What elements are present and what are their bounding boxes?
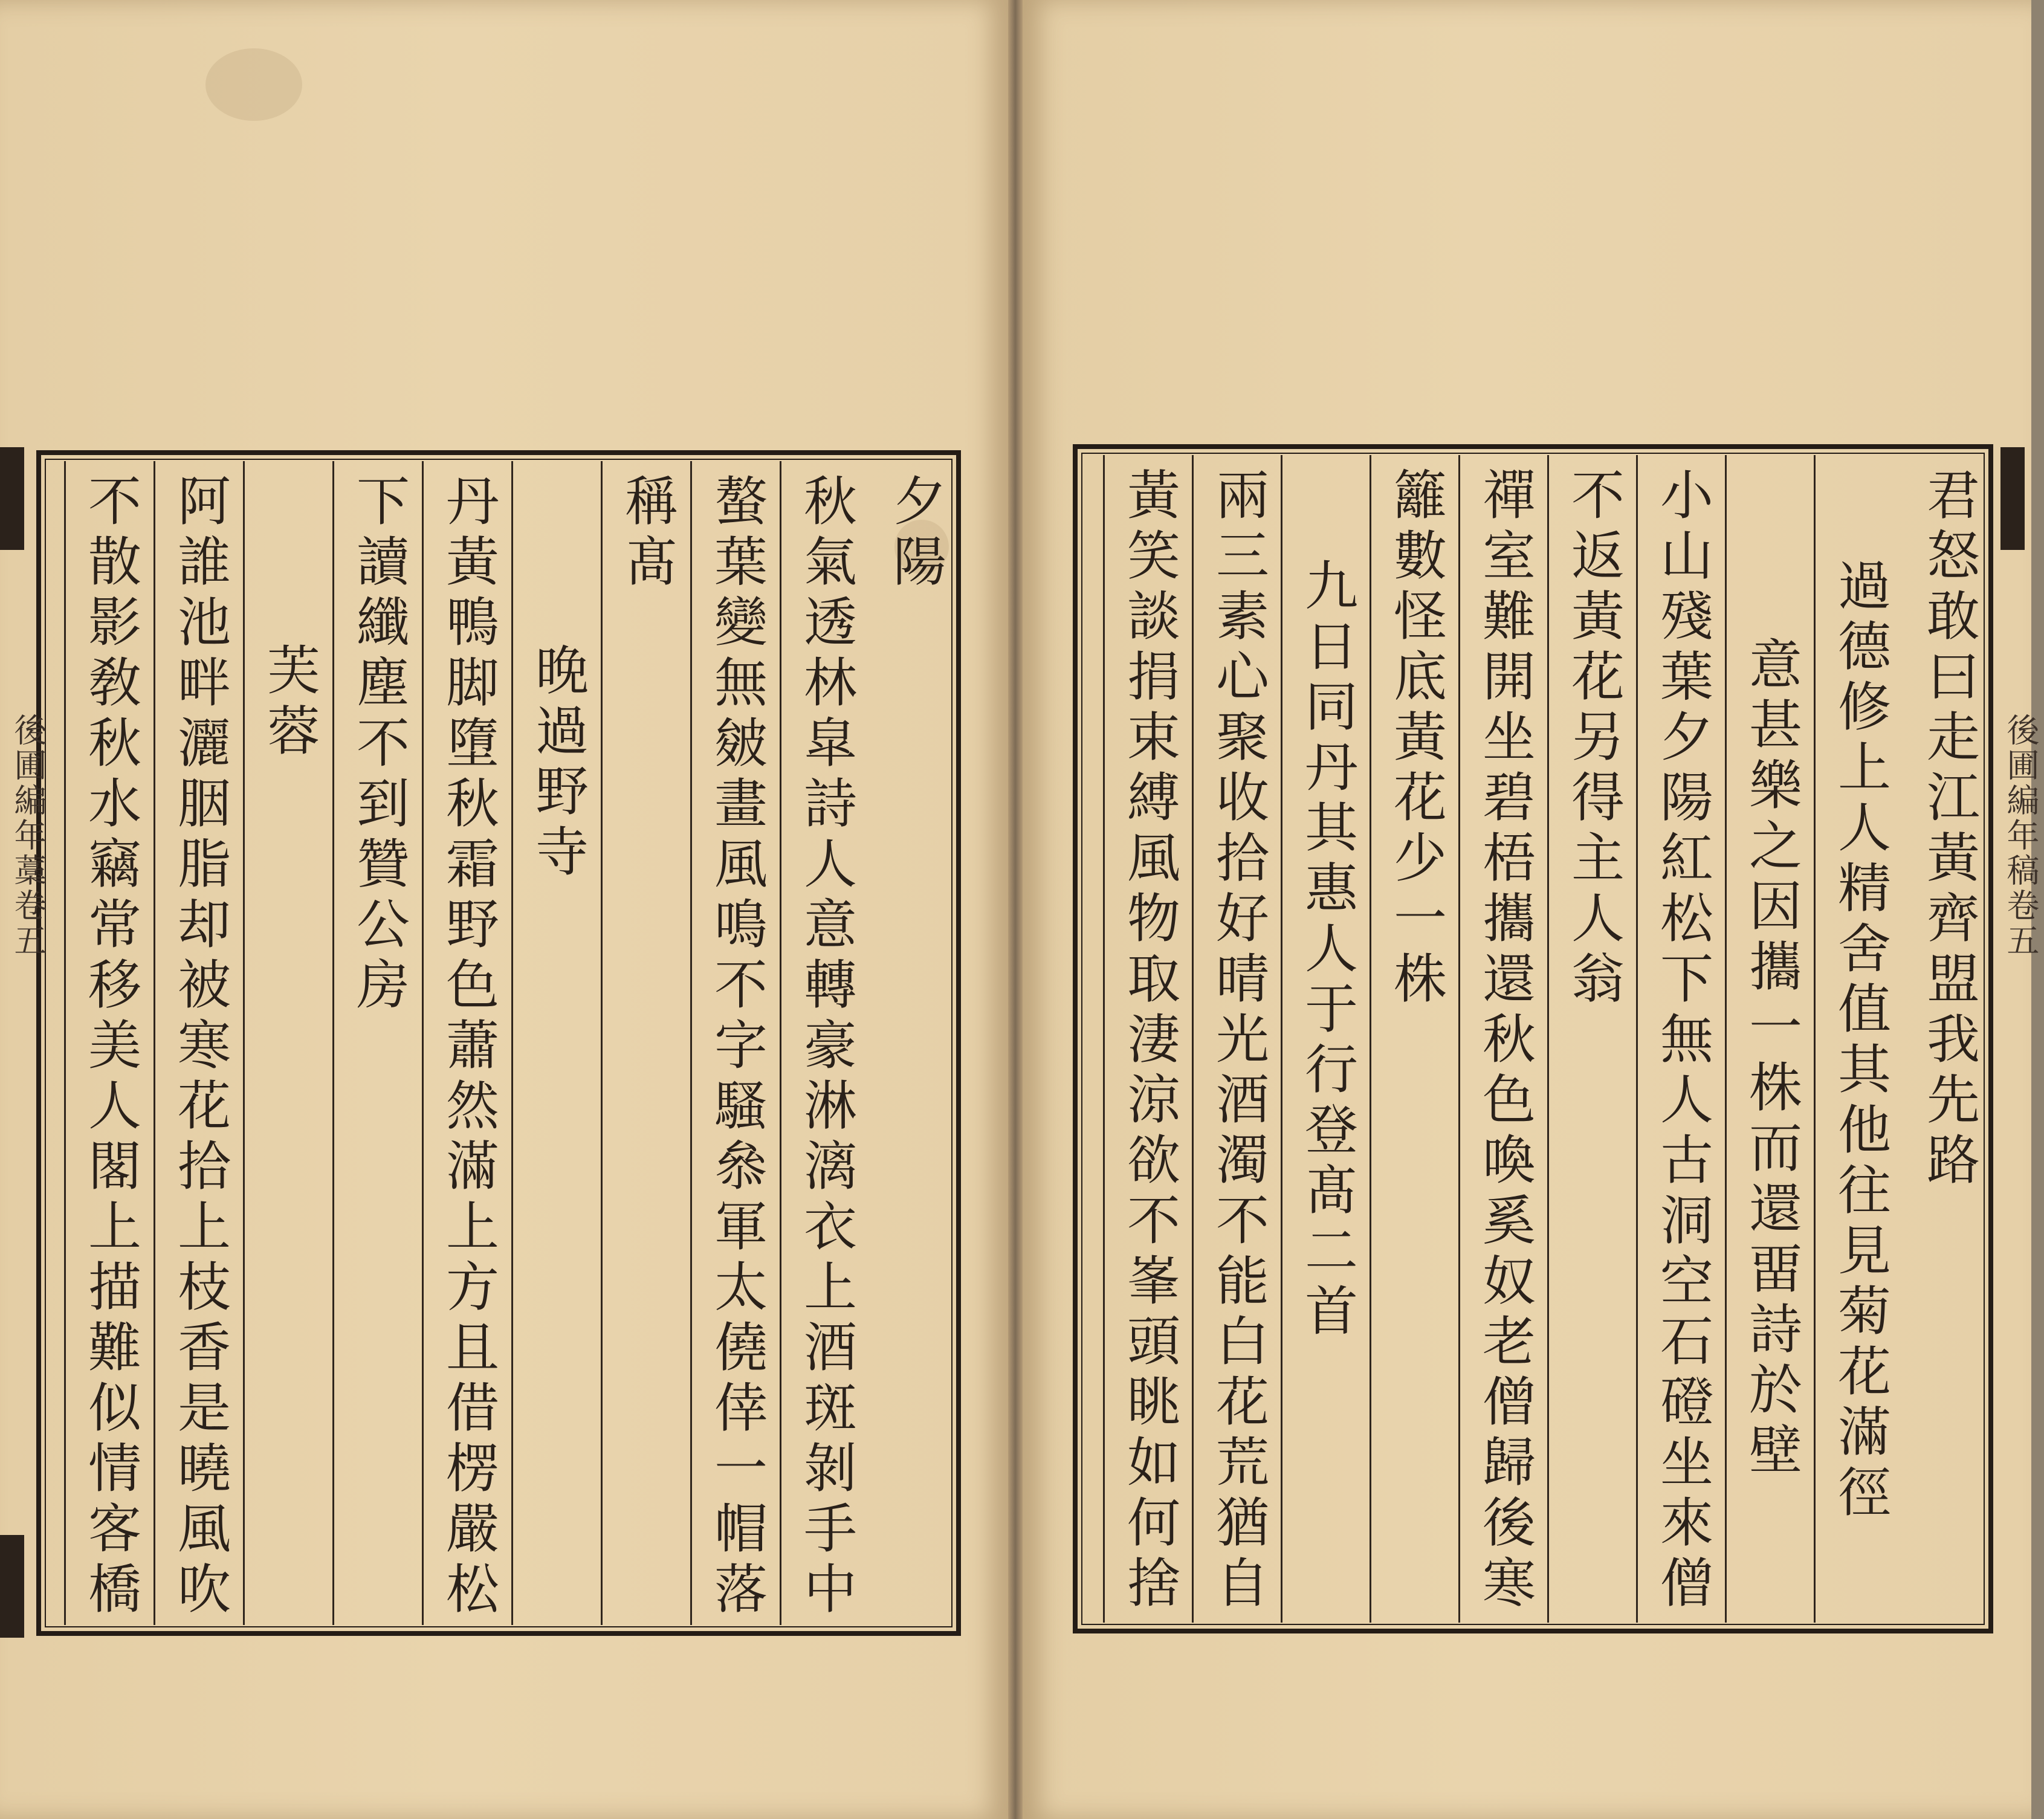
poem-title: 晚過野寺 (511, 461, 602, 1625)
text-column: 稱髙 (601, 461, 691, 1625)
text-column: 阿誰池畔灑胭脂却被寒花拾上枝香是曉風吹 (154, 461, 244, 1625)
fishtail-mark (2000, 447, 2025, 550)
left-text-frame (36, 450, 961, 1636)
text-column: 下讀纖塵不到贊公房 (332, 461, 423, 1625)
text-column: 丹黃鴨脚墮秋霜野色蕭然滿上方且借楞嚴松 (422, 461, 513, 1625)
text-column: 秋氣透林皐詩人意轉豪淋漓衣上酒斑剝手中 (780, 461, 870, 1625)
margin-book-title: 後圃編年稿卷五 (2002, 713, 2040, 958)
text-column: 籬數怪底黃花少一株 (1370, 455, 1460, 1623)
text-column: 君怒敢曰走江黃齊盟我先路 (1918, 467, 1981, 1192)
text-column: 禪室難開坐碧梧攜還秋色喚奚奴老僧歸後寒 (1458, 455, 1549, 1623)
text-column: 黃笑談捐束縛風物取淒涼欲不峯頭眺如何捨 (1103, 455, 1194, 1623)
text-column: 螯葉變無皴畫風鳴不字騷叅軍太僥倖一帽落 (690, 461, 781, 1625)
fishtail-mark (0, 447, 24, 550)
fishtail-mark (0, 1535, 24, 1638)
poem-title: 芙蓉 (243, 461, 334, 1625)
text-column: 不返黃花另得主人翁 (1547, 455, 1638, 1623)
paper-stain (205, 48, 302, 121)
text-column: 小山殘葉夕陽紅松下無人古洞空石磴坐來僧 (1636, 455, 1727, 1623)
text-column: 夕陽 (885, 473, 947, 594)
text-column: 兩三素心聚收拾好晴光酒濁不能白花荒猶自 (1192, 455, 1282, 1623)
poem-title: 意甚樂之因攜一株而還畱詩於壁 (1725, 455, 1816, 1623)
book-gutter (1008, 0, 1023, 1819)
margin-book-title: 後圃編年藁卷五 (9, 713, 47, 958)
poem-title: 九日同丹其惠人于行登髙二首 (1281, 455, 1371, 1623)
right-text-frame (1073, 444, 1993, 1633)
poem-title: 過德修上人精舍值其他往見菊花滿徑 (1814, 455, 1904, 1623)
text-column: 不散影敎秋水竊常移美人閣上描難似情客橋 (64, 461, 155, 1625)
